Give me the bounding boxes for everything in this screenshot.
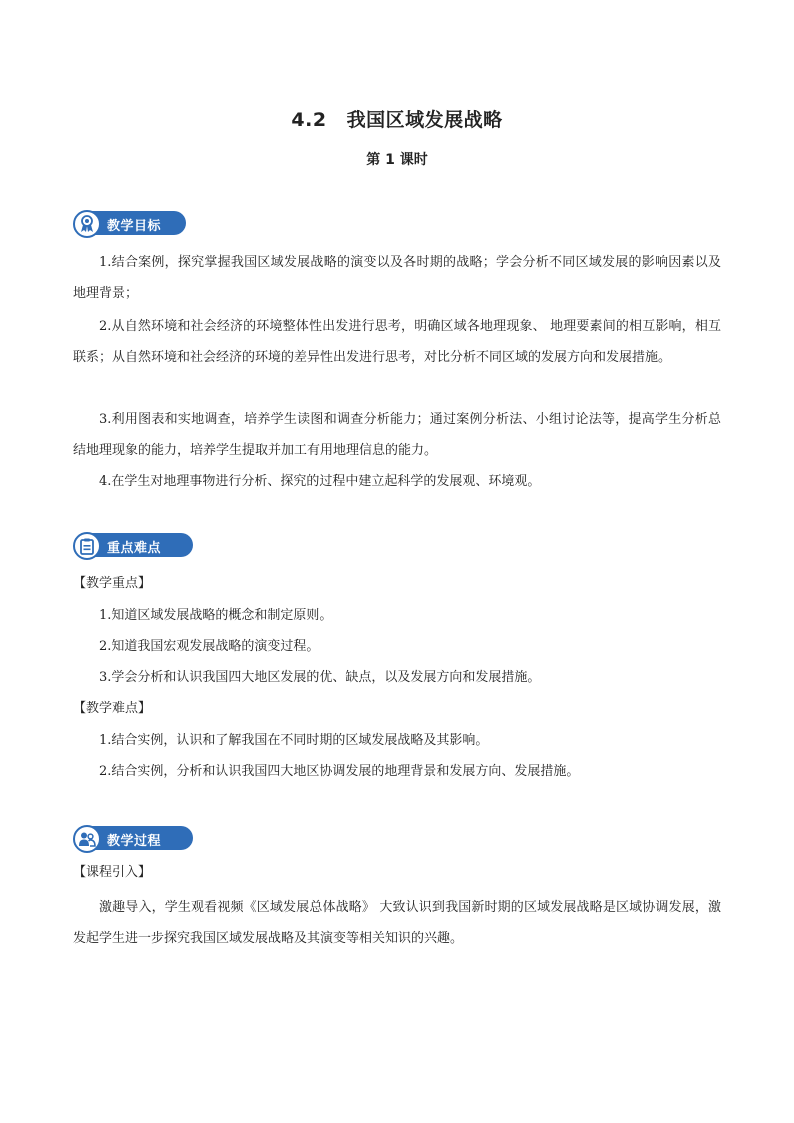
clipboard-icon bbox=[73, 532, 101, 560]
focus-item-1: 1.知道区域发展战略的概念和制定原则。 bbox=[99, 608, 333, 623]
focus-heading: 【教学重点】 bbox=[73, 576, 152, 591]
section-badge-process bbox=[73, 825, 161, 853]
focus-item-3: 3.学会分析和认识我国四大地区发展的优、缺点，以及发展方向和发展措施。 bbox=[99, 670, 541, 685]
section-label-keypoints: 重点难点 bbox=[107, 540, 162, 556]
page-subtitle: 第 1 课时 bbox=[366, 152, 428, 168]
difficulty-item-2: 2.结合实例，分析和认识我国四大地区协调发展的地理背景和发展方向、发展措施。 bbox=[99, 764, 580, 779]
difficulty-item-1: 1.结合实例，认识和了解我国在不同时期的区域发展战略及其影响。 bbox=[99, 733, 489, 748]
intro-heading: 【课程引入】 bbox=[73, 865, 152, 880]
page-title bbox=[0, 105, 794, 132]
title-number: 4.2 bbox=[291, 109, 327, 131]
goal-item-2: 2.从自然环境和社会经济的环境整体性出发进行思考，明确区域各地理现象、 地理要素间的相互影响，相互联系；从自然环境和社会经济的环境的差异性出发进行思考，对比分析不同区域的发展方向和发展措施。 bbox=[73, 319, 721, 365]
section-label-goals: 教学目标 bbox=[107, 218, 162, 234]
goal-item-1: 1.结合案例，探究掌握我国区域发展战略的演变以及各时期的战略；学会分析不同区域发展的影响因素以及地理背景； bbox=[73, 255, 721, 301]
focus-item-2: 2.知道我国宏观发展战略的演变过程。 bbox=[99, 639, 320, 654]
section-badge-keypoints bbox=[73, 532, 161, 560]
people-group-icon bbox=[73, 825, 101, 853]
difficulty-heading: 【教学难点】 bbox=[73, 701, 152, 716]
goal-item-4: 4.在学生对地理事物进行分析、探究的过程中建立起科学的发展观、环境观。 bbox=[99, 474, 541, 489]
section-label-process: 教学过程 bbox=[107, 833, 162, 849]
section-badge-goals bbox=[73, 210, 161, 238]
title-text: 我国区域发展战略 bbox=[346, 109, 503, 131]
award-ribbon-icon bbox=[73, 210, 101, 238]
intro-text: 激趣导入，学生观看视频《区域发展总体战略》 大致认识到我国新时期的区域发展战略是区域协调发展，激发起学生进一步探究我国区域发展战略及其演变等相关知识的兴趣。 bbox=[73, 900, 721, 946]
goal-item-3: 3.利用图表和实地调查，培养学生读图和调查分析能力；通过案例分析法、小组讨论法等，提高学生分析总结地理现象的能力，培养学生提取并加工有用地理信息的能力。 bbox=[73, 412, 721, 458]
